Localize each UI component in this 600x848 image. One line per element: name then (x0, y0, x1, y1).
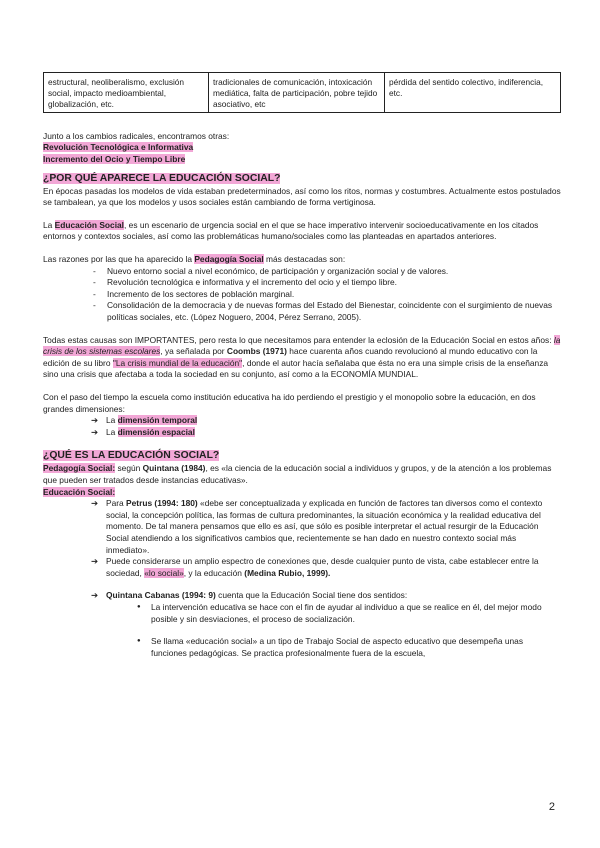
subheading: Educación Social: (43, 486, 116, 497)
list-item: - Consolidación de la democracia y de nuevas formas del Estado del Bienestar, coincidente con el surgimiento de nuevas políticas sociales, etc. (López Noguero, 2004, Pérez Serrano, 2005). (93, 300, 561, 323)
causes-table (43, 72, 561, 113)
list-item: - Nuevo entorno social a nivel económico, de participación y organización social y de valores. (93, 266, 561, 278)
table-row (44, 73, 561, 113)
arrow-icon: ➔ (91, 556, 99, 567)
section-heading: ¿QUÉ ES LA EDUCACIÓN SOCIAL? (43, 450, 220, 462)
intro-item: Revolución Tecnológica e Informativa (43, 142, 194, 153)
list-item: ➔ Quintana Cabanas (1994: 9) cuenta que la Educación Social tiene dos sentidos: (91, 590, 408, 601)
list-item: ● La intervención educativa se hace con el fin de ayudar al individuo a que se realice en él, del mejor modo posible y sin desviaciones, el proceso de socialización. (139, 602, 561, 625)
arrow-icon: ➔ (91, 590, 99, 601)
table-cell: estructural, neoliberalismo, exclusión social, impacto medioambiental, globalización, etc. (44, 73, 209, 113)
list-item: ● Se llama «educación social» a un tipo de Trabajo Social de aspecto educativo que desempeña unas funciones pedagógicas. Se practica profesionalmente fuera de la escuela, (139, 636, 561, 659)
definitions-list (43, 590, 561, 602)
list-item: - Incremento de los sectores de población marginal. (93, 289, 561, 301)
table-cell: pérdida del sentido colectivo, indiferencia, etc. (385, 73, 561, 113)
intro-text: Junto a los cambios radicales, encontramos otras: (43, 130, 230, 141)
paragraph: Con el paso del tiempo la escuela como institución educativa ha ido perdiendo el prestigio y el monopolio sobre la educación, en dos grandes dimensiones: (43, 391, 536, 414)
dimensions-list (43, 415, 561, 438)
list-item: ➔ La dimensión temporal (91, 415, 198, 426)
document-page (43, 72, 561, 659)
arrow-icon: ➔ (91, 426, 99, 437)
list-item: ➔ La dimensión espacial (91, 426, 195, 437)
list-item: ➔ Puede considerarse un amplio espectro de conexiones que, desde cualquier punto de vista, cabe establecer entre la sociedad, «lo social», y la educación (Medina Rubio, 1999). (91, 556, 539, 578)
paragraph: Todas estas causas son IMPORTANTES, pero resta lo que necesitamos para entender la eclosión de la Educación Social en estos años: la crisis de los sistemas escolares, ya señalada por Coombs (1971) hace cuarenta años cuando revolucionó al mundo educativo con la edición de su libro "La crisis mundial de la educación", donde el autor hacía señalaba que ésta no era una simple crisis de la enseñanza sino una crisis que afectaba a toda la sociedad en su conjunto, así como a la ECONOMÍA MUNDIAL. (43, 334, 561, 380)
paragraph: Pedagogía Social: según Quintana (1984), es «la ciencia de la educación social a individuos y grupos, y de la atención a los problemas que pueden ser tratados desde instancias educativas». (43, 463, 552, 485)
list-item: - Revolución tecnológica e informativa y el incremento del ocio y el tiempo libre. (93, 277, 561, 289)
paragraph: La Educación Social, es un escenario de urgencia social en el que se hace imperativo intervenir socioeducativamente en los citados entornos y contextos sociales, así como las problemáticas humano/sociales como las planteadas en apartados anteriores. (43, 219, 539, 242)
table-cell: tradicionales de comunicación, intoxicación mediática, falta de participación, pobre tejido asociativo, etc (209, 73, 385, 113)
section-heading: ¿POR QUÉ APARECE LA EDUCACIÓN SOCIAL? (43, 172, 281, 184)
arrow-icon: ➔ (91, 498, 99, 509)
list-item: ➔ Para Petrus (1994: 180) «debe ser conceptualizada y explicada en función de factores tan diversos como el contexto social, la concepción política, las formas de cultura predominantes, la situación económica y la realidad educativa del momento. De tal manera pensamos que ello es así, que sólo es posible interpretar el actual resurgir de la Educación Social atendiendo a los significativos cambios que, recientemente se han dado en nuestro contexto social más inmediato». (91, 498, 543, 555)
intro-item: Incremento del Ocio y Tiempo Libre (43, 154, 186, 164)
paragraph: Las razones por las que ha aparecido la Pedagogía Social más destacadas son: (43, 254, 346, 265)
definitions-list (43, 498, 561, 579)
arrow-icon: ➔ (91, 415, 99, 426)
page-number: 2 (548, 800, 555, 813)
reasons-list (43, 266, 561, 324)
senses-list (43, 602, 561, 625)
paragraph: En épocas pasadas los modelos de vida estaban predeterminados, así como los ritos, normas y costumbres. Actualmente estos postulados se tambalean, ya que los modelos y usos sociales están cambiando de forma vertiginosa. (43, 185, 561, 208)
senses-list (43, 636, 561, 659)
